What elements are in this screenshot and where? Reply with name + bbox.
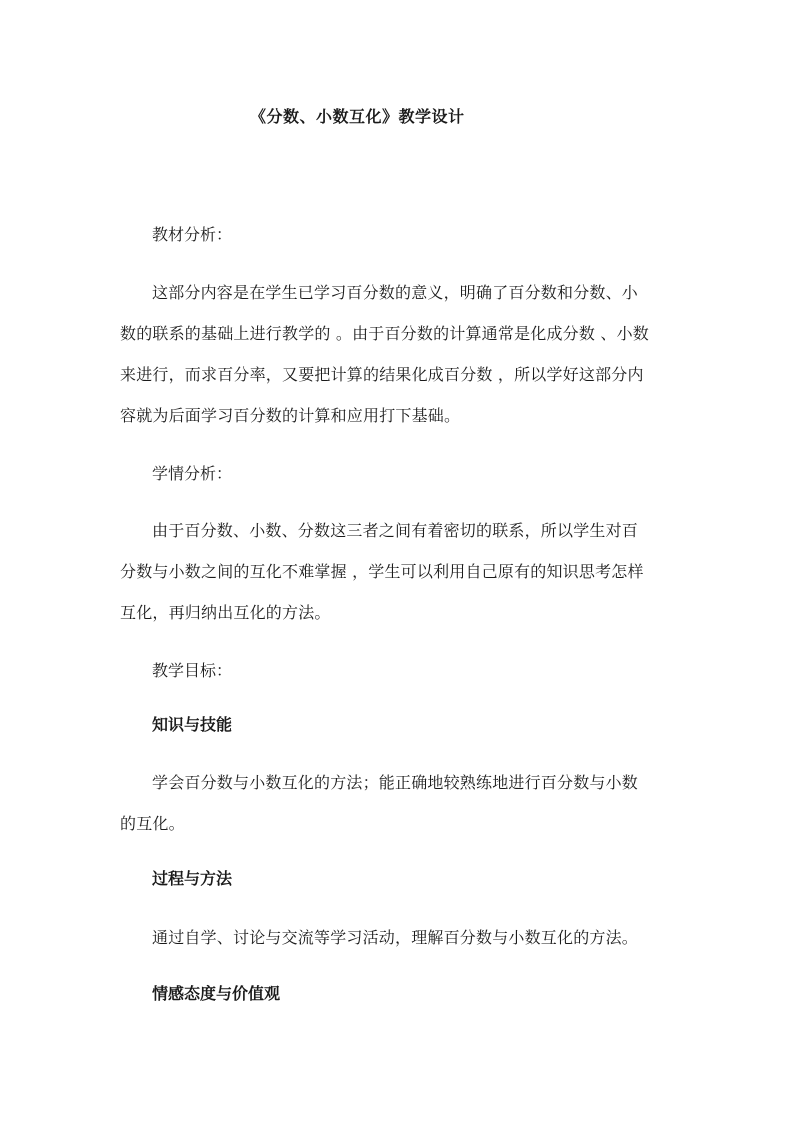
paragraph-line: 的互化。 — [120, 814, 185, 833]
subheading-emotion-values: 情感态度与价值观 — [152, 984, 281, 1003]
document-title: 《分数、小数互化》教学设计 — [250, 107, 465, 126]
section-heading-student-analysis: 学情分析： — [152, 464, 233, 483]
paragraph-line: 这部分内容是在学生已学习百分数的意义，明确了百分数和分数、小 — [152, 283, 639, 302]
paragraph-line: 学会百分数与小数互化的方法；能正确地较熟练地进行百分数与小数 — [152, 773, 639, 792]
paragraph-line: 数的联系的基础上进行教学的 。由于百分数的计算通常是化成分数 、小数 — [120, 324, 649, 343]
subheading-knowledge-skills: 知识与技能 — [152, 715, 233, 734]
paragraph-line: 互化，再归纳出互化的方法。 — [120, 603, 331, 622]
paragraph-line: 通过自学、讨论与交流等学习活动，理解百分数与小数互化的方法。 — [152, 928, 639, 947]
paragraph-line: 来进行，而求百分率，又要把计算的结果化成百分数 ，所以学好这部分内 — [120, 365, 644, 384]
paragraph-line: 由于百分数、小数、分数这三者之间有着密切的联系，所以学生对百 — [152, 521, 639, 540]
section-heading-teaching-goals: 教学目标： — [152, 661, 233, 680]
subheading-process-methods: 过程与方法 — [152, 869, 233, 888]
paragraph-line: 容就为后面学习百分数的计算和应用打下基础。 — [120, 406, 461, 425]
paragraph-line: 分数与小数之间的互化不难掌握 ，学生可以利用自己原有的知识思考怎样 — [120, 562, 644, 581]
section-heading-material-analysis: 教材分析： — [152, 225, 233, 244]
